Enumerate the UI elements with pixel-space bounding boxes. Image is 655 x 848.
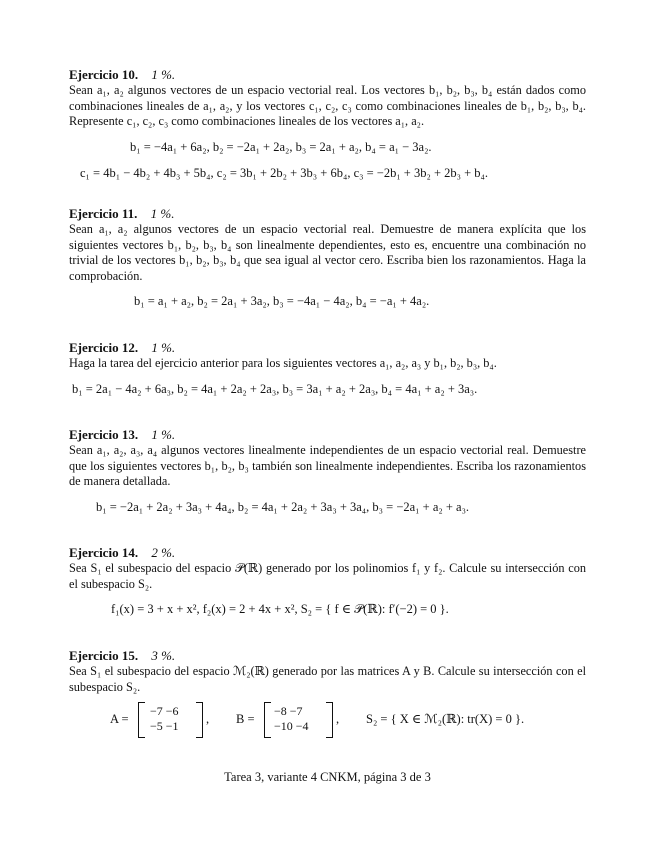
exercise-11: [69, 206, 586, 284]
exercise-title: Ejercicio 12.: [69, 340, 139, 355]
exercise-weight: 3 %.: [151, 648, 176, 663]
matrix-b-right-bracket: [326, 702, 333, 738]
matrix-a: [150, 704, 179, 734]
exercise-weight: 1 %.: [151, 67, 176, 82]
exercise-heading: [69, 427, 586, 443]
exercise-heading: [69, 648, 586, 664]
exercise-weight: 1 %.: [150, 206, 175, 221]
exercise-text: Sean a₁, a₂ algunos vectores de un espacio vectorial real. Los vectores b₁, b₂, b₃, b₄ están dados como combinaciones lineales de a₁, a₂, y los vectores c₁, c₂, c₃ como combinaciones lineales de b₁, b₂, b₃, b₄. Represente c₁, c₂, c₃ como combinaciones lineales de los vectores a₁, a₂.: [69, 83, 586, 129]
exercise-heading: [69, 206, 586, 222]
formula-b-vectors: b₁ = −4a₁ + 6a₂, b₂ = −2a₁ + 2a₂, b₃ = 2a₁ + a₂, b₄ = a₁ − 3a₂.: [130, 140, 432, 154]
formula-b-vectors: b₁ = 2a₁ − 4a₂ + 6a₃, b₂ = 4a₁ + 2a₂ + 2a₃, b₃ = 3a₁ + a₂ + 2a₃, b₄ = 4a₁ + a₂ + 3a₃.: [72, 382, 478, 396]
exercise-heading: [69, 545, 586, 561]
exercise-weight: 2 %.: [151, 545, 176, 560]
exercise-title: Ejercicio 15.: [69, 648, 139, 663]
matrix-a-row-2: −5 −1: [150, 719, 179, 733]
subspace-s2-definition: S₂ = { X ∈ ℳ₂(ℝ): tr(X) = 0 }.: [366, 712, 525, 726]
exercise-text: Sean a₁, a₂ algunos vectores de un espacio vectorial real. Demuestre de manera explícita que los siguientes vectores b₁, b₂, b₃, b₄ son linealmente dependientes, esto es, encuentre una combinación no trivial de los vectores b₁, b₂, b₃, b₄ que sea igual al vector cero. Escriba bien los razonamientos. Haga la comprobación.: [69, 222, 586, 283]
exercise-12: [69, 340, 586, 372]
matrix-a-right-bracket: [196, 702, 203, 738]
exercise-weight: 1 %.: [151, 427, 176, 442]
exercise-13: [69, 427, 586, 490]
exercise-heading: [69, 340, 586, 356]
matrix-b: [274, 704, 309, 734]
matrix-b-label: B =: [236, 712, 255, 726]
formula-c-vectors: c₁ = 4b₁ − 4b₂ + 4b₃ + 5b₄, c₂ = 3b₁ + 2b₂ + 3b₃ + 6b₄, c₃ = −2b₁ + 3b₂ + 2b₃ + b₄.: [80, 166, 489, 180]
page-footer: Tarea 3, variante 4 CNKM, página 3 de 3: [224, 770, 431, 784]
formula-b-vectors: b₁ = −2a₁ + 2a₂ + 3a₃ + 4a₄, b₂ = 4a₁ + 2a₂ + 3a₃ + 3a₄, b₃ = −2a₁ + a₂ + a₃.: [96, 500, 470, 514]
exercise-text: Sea S₁ el subespacio del espacio ℳ₂(ℝ) generado por las matrices A y B. Calcule su intersección con el subespacio S₂.: [69, 664, 586, 694]
exercise-title: Ejercicio 13.: [69, 427, 139, 442]
exercise-weight: 1 %.: [151, 340, 176, 355]
exercise-text: Haga la tarea del ejercicio anterior para los siguientes vectores a₁, a₂, a₃ y b₁, b₂, b₃, b₄.: [69, 356, 497, 370]
matrix-a-label: A =: [110, 712, 129, 726]
matrix-b-left-bracket: [264, 702, 271, 738]
formula-b-vectors: b₁ = a₁ + a₂, b₂ = 2a₁ + 3a₂, b₃ = −4a₁ − 4a₂, b₄ = −a₁ + 4a₂.: [134, 294, 430, 308]
exercise-title: Ejercicio 10.: [69, 67, 139, 82]
matrix-a-left-bracket: [138, 702, 145, 738]
exercise-15: [69, 648, 586, 695]
comma: ,: [336, 712, 340, 726]
exercise-heading: [69, 67, 586, 83]
exercise-text: Sea S₁ el subespacio del espacio 𝒫(ℝ) generado por los polinomios f₁ y f₂. Calcule su intersección con el subespacio S₂.: [69, 561, 586, 591]
matrix-a-row-1: −7 −6: [150, 704, 179, 718]
exercise-text: Sean a₁, a₂, a₃, a₄ algunos vectores linealmente independientes de un espacio vectorial real. Demuestre que los siguientes vectores b₁, b₂, b₃ también son linealmente independientes. Escriba los razonamientos de manera detallada.: [69, 443, 586, 489]
matrix-b-row-1: −8 −7: [274, 704, 303, 718]
comma: ,: [206, 712, 210, 726]
formula-polynomials: f₁(x) = 3 + x + x², f₂(x) = 2 + 4x + x², S₂ = { f ∈ 𝒫(ℝ): f′(−2) = 0 }.: [111, 602, 449, 616]
exercise-14: [69, 545, 586, 592]
exercise-10: [69, 67, 586, 130]
exercise-title: Ejercicio 11.: [69, 206, 138, 221]
exercise-title: Ejercicio 14.: [69, 545, 139, 560]
matrix-b-row-2: −10 −4: [274, 719, 309, 733]
